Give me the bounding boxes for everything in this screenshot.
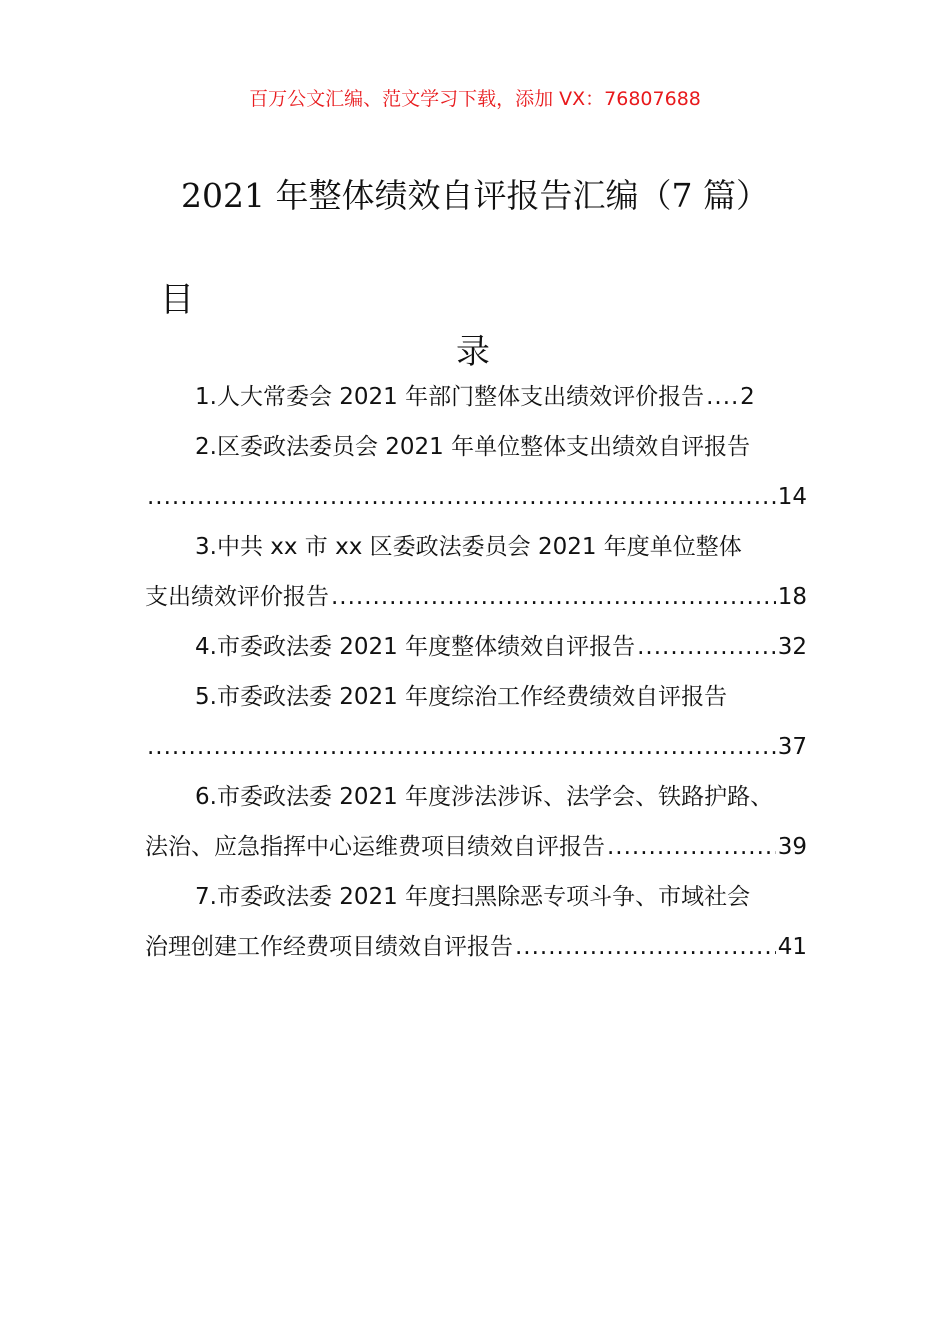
toc-page-number: 32 xyxy=(777,634,807,660)
toc-entry-title: 5.市委政法委 2021 年度综治工作经费绩效自评报告 xyxy=(195,684,728,710)
toc-heading-char-1: 目 xyxy=(160,280,194,320)
toc-entry-1[interactable] xyxy=(145,372,807,422)
toc-entry-title-cont: 治理创建工作经费项目绩效自评报告 xyxy=(145,934,513,960)
toc-entry-title-cont: 法治、应急指挥中心运维费项目绩效自评报告 xyxy=(145,834,605,860)
toc-entry-5-cont[interactable] xyxy=(145,722,807,772)
toc-entry-title: 6.市委政法委 2021 年度涉法涉诉、法学会、铁路护路、 xyxy=(195,784,774,810)
toc-entry-5[interactable] xyxy=(145,672,807,722)
document-title: 2021 年整体绩效自评报告汇编（7 篇） xyxy=(181,176,769,215)
toc-entry-title: 7.市委政法委 2021 年度扫黑除恶专项斗争、市域社会 xyxy=(195,884,751,910)
toc-page-number: 18 xyxy=(777,584,807,610)
toc-entry-2-cont[interactable] xyxy=(145,472,807,522)
table-of-contents xyxy=(145,372,807,972)
toc-page-number: 2 xyxy=(740,384,755,410)
toc-leader-dots xyxy=(706,372,738,422)
toc-entry-title: 2.区委政法委员会 2021 年单位整体支出绩效自评报告 xyxy=(195,434,751,460)
header-watermark-note: 百万公文汇编、范文学习下载，添加 VX：76807688 xyxy=(249,88,701,110)
toc-entry-2[interactable] xyxy=(145,422,807,472)
toc-entry-title: 4.市委政法委 2021 年度整体绩效自评报告 xyxy=(195,634,636,660)
toc-entry-3-cont[interactable] xyxy=(145,572,807,622)
toc-entry-6[interactable] xyxy=(145,772,807,822)
toc-page-number: 41 xyxy=(777,934,807,960)
toc-page-number: 39 xyxy=(777,834,807,860)
toc-heading-char-2: 录 xyxy=(456,332,490,372)
toc-entry-title-cont: 支出绩效评价报告 xyxy=(145,584,329,610)
toc-entry-3[interactable] xyxy=(145,522,807,572)
toc-leader-dots xyxy=(331,572,776,622)
toc-entry-title: 1.人大常委会 2021 年部门整体支出绩效评价报告 xyxy=(195,384,705,410)
toc-leader-dots xyxy=(607,822,776,872)
toc-leader-dots xyxy=(147,722,776,772)
toc-entry-6-cont[interactable] xyxy=(145,822,807,872)
toc-leader-dots xyxy=(147,472,776,522)
toc-entry-7[interactable] xyxy=(145,872,807,922)
toc-entry-7-cont[interactable] xyxy=(145,922,807,972)
toc-page-number: 37 xyxy=(777,734,807,760)
toc-entry-4[interactable] xyxy=(145,622,807,672)
toc-leader-dots xyxy=(515,922,776,972)
toc-entry-title: 3.中共 xx 市 xx 区委政法委员会 2021 年度单位整体 xyxy=(195,534,742,560)
toc-leader-dots xyxy=(637,622,776,672)
toc-page-number: 14 xyxy=(777,484,807,510)
